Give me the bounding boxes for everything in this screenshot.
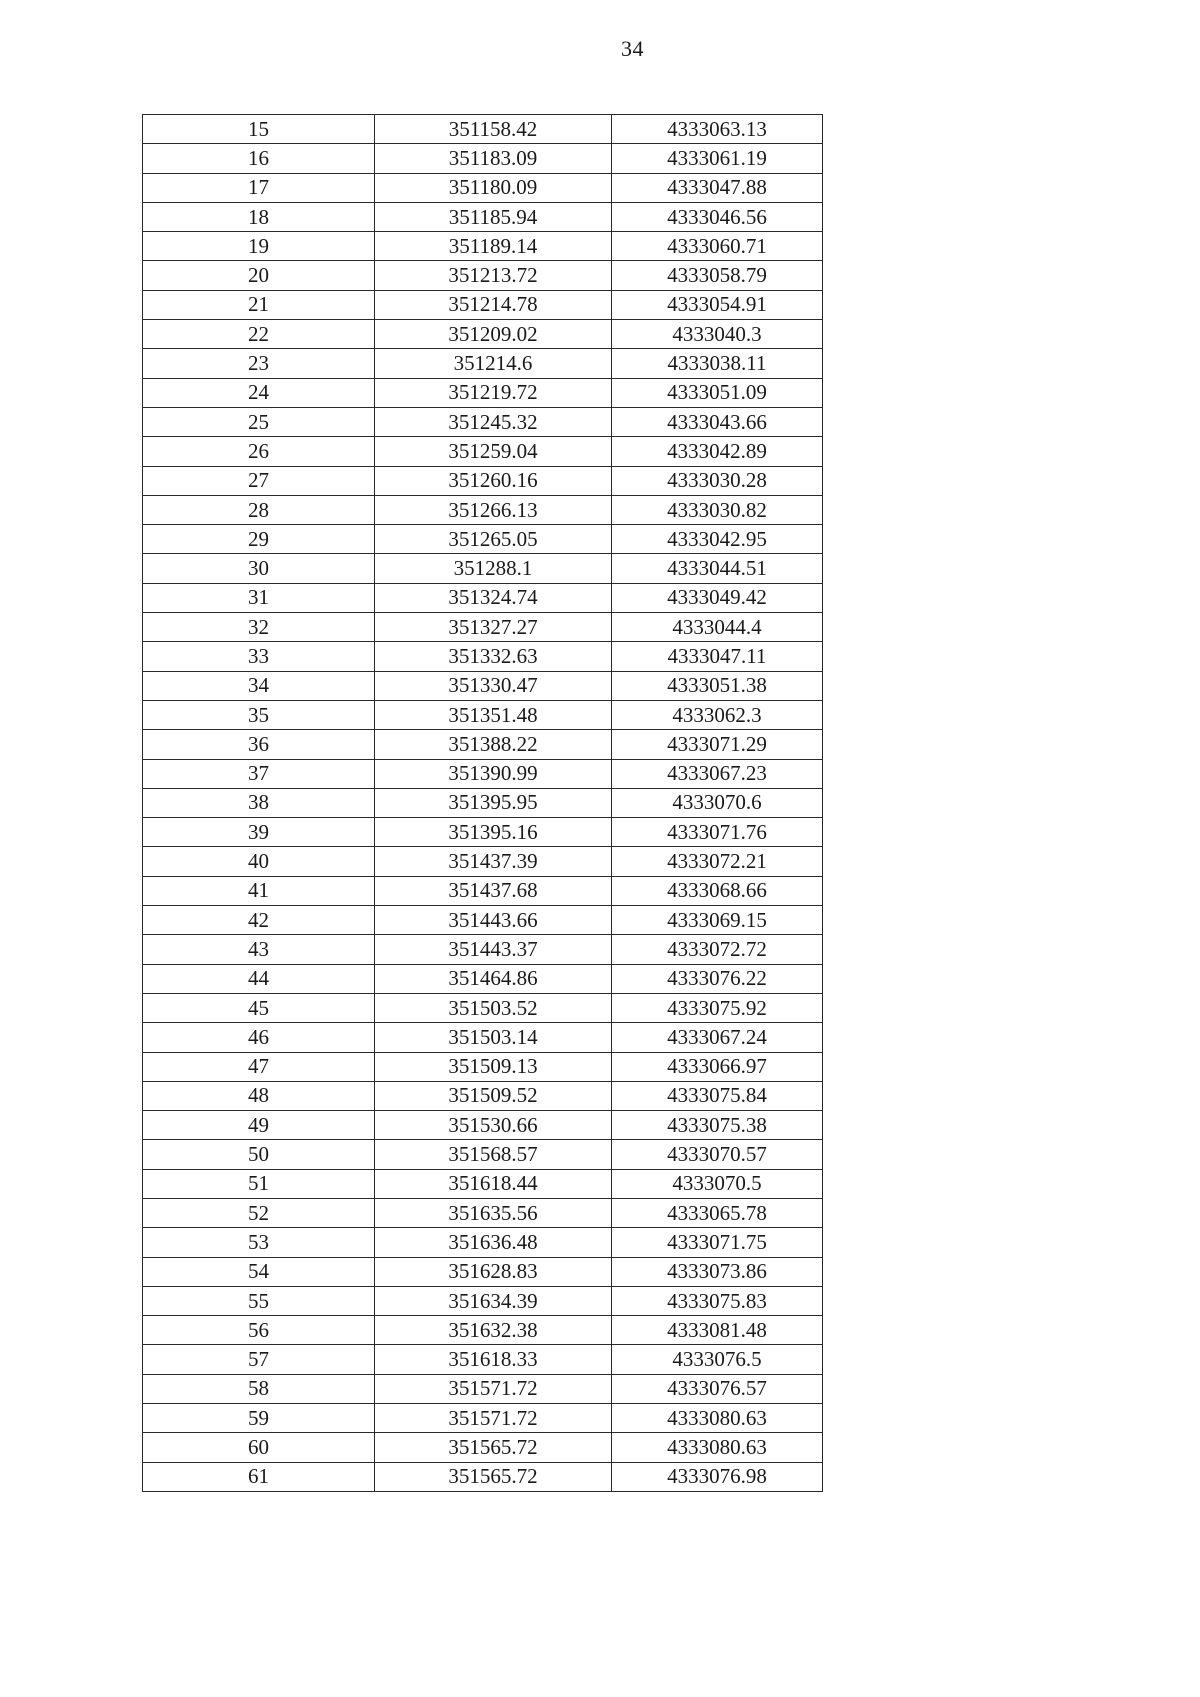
y-coordinate-cell: 4333063.13 — [612, 115, 823, 144]
coordinates-table — [142, 114, 823, 1492]
point-number-cell: 24 — [143, 378, 375, 407]
table-row — [143, 1198, 823, 1227]
point-number-cell: 27 — [143, 466, 375, 495]
point-number-cell: 20 — [143, 261, 375, 290]
point-number-cell: 21 — [143, 290, 375, 319]
y-coordinate-cell: 4333038.11 — [612, 349, 823, 378]
table-row — [143, 788, 823, 817]
y-coordinate-cell: 4333073.86 — [612, 1257, 823, 1286]
point-number-cell: 15 — [143, 115, 375, 144]
x-coordinate-cell: 351437.39 — [375, 847, 612, 876]
point-number-cell: 59 — [143, 1404, 375, 1433]
point-number-cell: 32 — [143, 613, 375, 642]
y-coordinate-cell: 4333051.09 — [612, 378, 823, 407]
table-row — [143, 1052, 823, 1081]
table-row — [143, 1257, 823, 1286]
table-row — [143, 554, 823, 583]
y-coordinate-cell: 4333068.66 — [612, 876, 823, 905]
point-number-cell: 30 — [143, 554, 375, 583]
y-coordinate-cell: 4333075.84 — [612, 1081, 823, 1110]
y-coordinate-cell: 4333046.56 — [612, 202, 823, 231]
point-number-cell: 48 — [143, 1081, 375, 1110]
table-row — [143, 906, 823, 935]
x-coordinate-cell: 351530.66 — [375, 1111, 612, 1140]
table-row — [143, 261, 823, 290]
x-coordinate-cell: 351628.83 — [375, 1257, 612, 1286]
y-coordinate-cell: 4333060.71 — [612, 232, 823, 261]
table-row — [143, 1228, 823, 1257]
coordinates-table-body — [143, 115, 823, 1492]
point-number-cell: 41 — [143, 876, 375, 905]
y-coordinate-cell: 4333070.6 — [612, 788, 823, 817]
x-coordinate-cell: 351327.27 — [375, 613, 612, 642]
x-coordinate-cell: 351503.52 — [375, 993, 612, 1022]
table-row — [143, 1081, 823, 1110]
table-row — [143, 1111, 823, 1140]
point-number-cell: 60 — [143, 1433, 375, 1462]
point-number-cell: 42 — [143, 906, 375, 935]
point-number-cell: 31 — [143, 583, 375, 612]
point-number-cell: 19 — [143, 232, 375, 261]
x-coordinate-cell: 351388.22 — [375, 730, 612, 759]
x-coordinate-cell: 351443.37 — [375, 935, 612, 964]
table-row — [143, 1404, 823, 1433]
point-number-cell: 47 — [143, 1052, 375, 1081]
table-row — [143, 320, 823, 349]
point-number-cell: 49 — [143, 1111, 375, 1140]
y-coordinate-cell: 4333071.29 — [612, 730, 823, 759]
x-coordinate-cell: 351437.68 — [375, 876, 612, 905]
x-coordinate-cell: 351464.86 — [375, 964, 612, 993]
table-row — [143, 407, 823, 436]
y-coordinate-cell: 4333030.82 — [612, 495, 823, 524]
x-coordinate-cell: 351189.14 — [375, 232, 612, 261]
x-coordinate-cell: 351219.72 — [375, 378, 612, 407]
point-number-cell: 25 — [143, 407, 375, 436]
x-coordinate-cell: 351288.1 — [375, 554, 612, 583]
x-coordinate-cell: 351568.57 — [375, 1140, 612, 1169]
table-row — [143, 876, 823, 905]
y-coordinate-cell: 4333030.28 — [612, 466, 823, 495]
y-coordinate-cell: 4333076.98 — [612, 1462, 823, 1491]
y-coordinate-cell: 4333081.48 — [612, 1316, 823, 1345]
point-number-cell: 34 — [143, 671, 375, 700]
y-coordinate-cell: 4333044.51 — [612, 554, 823, 583]
x-coordinate-cell: 351509.13 — [375, 1052, 612, 1081]
x-coordinate-cell: 351618.44 — [375, 1169, 612, 1198]
x-coordinate-cell: 351180.09 — [375, 173, 612, 202]
y-coordinate-cell: 4333067.24 — [612, 1023, 823, 1052]
x-coordinate-cell: 351266.13 — [375, 495, 612, 524]
table-row — [143, 993, 823, 1022]
y-coordinate-cell: 4333072.72 — [612, 935, 823, 964]
y-coordinate-cell: 4333042.95 — [612, 525, 823, 554]
y-coordinate-cell: 4333071.75 — [612, 1228, 823, 1257]
y-coordinate-cell: 4333049.42 — [612, 583, 823, 612]
table-row — [143, 290, 823, 319]
point-number-cell: 22 — [143, 320, 375, 349]
y-coordinate-cell: 4333040.3 — [612, 320, 823, 349]
x-coordinate-cell: 351265.05 — [375, 525, 612, 554]
table-row — [143, 173, 823, 202]
y-coordinate-cell: 4333058.79 — [612, 261, 823, 290]
table-row — [143, 700, 823, 729]
point-number-cell: 52 — [143, 1198, 375, 1227]
table-row — [143, 583, 823, 612]
y-coordinate-cell: 4333076.57 — [612, 1374, 823, 1403]
point-number-cell: 46 — [143, 1023, 375, 1052]
x-coordinate-cell: 351635.56 — [375, 1198, 612, 1227]
point-number-cell: 58 — [143, 1374, 375, 1403]
point-number-cell: 56 — [143, 1316, 375, 1345]
y-coordinate-cell: 4333042.89 — [612, 437, 823, 466]
x-coordinate-cell: 351214.78 — [375, 290, 612, 319]
table-row — [143, 818, 823, 847]
x-coordinate-cell: 351636.48 — [375, 1228, 612, 1257]
x-coordinate-cell: 351509.52 — [375, 1081, 612, 1110]
table-row — [143, 1169, 823, 1198]
table-row — [143, 495, 823, 524]
x-coordinate-cell: 351395.16 — [375, 818, 612, 847]
x-coordinate-cell: 351571.72 — [375, 1374, 612, 1403]
y-coordinate-cell: 4333066.97 — [612, 1052, 823, 1081]
x-coordinate-cell: 351634.39 — [375, 1286, 612, 1315]
y-coordinate-cell: 4333043.66 — [612, 407, 823, 436]
x-coordinate-cell: 351565.72 — [375, 1433, 612, 1462]
point-number-cell: 61 — [143, 1462, 375, 1491]
table-row — [143, 1140, 823, 1169]
table-row — [143, 1345, 823, 1374]
table-row — [143, 730, 823, 759]
table-row — [143, 1286, 823, 1315]
y-coordinate-cell: 4333062.3 — [612, 700, 823, 729]
y-coordinate-cell: 4333072.21 — [612, 847, 823, 876]
x-coordinate-cell: 351565.72 — [375, 1462, 612, 1491]
point-number-cell: 18 — [143, 202, 375, 231]
x-coordinate-cell: 351209.02 — [375, 320, 612, 349]
x-coordinate-cell: 351259.04 — [375, 437, 612, 466]
y-coordinate-cell: 4333075.92 — [612, 993, 823, 1022]
table-row — [143, 144, 823, 173]
point-number-cell: 29 — [143, 525, 375, 554]
table-row — [143, 466, 823, 495]
x-coordinate-cell: 351351.48 — [375, 700, 612, 729]
table-row — [143, 1433, 823, 1462]
y-coordinate-cell: 4333047.11 — [612, 642, 823, 671]
table-row — [143, 847, 823, 876]
point-number-cell: 57 — [143, 1345, 375, 1374]
table-row — [143, 1023, 823, 1052]
x-coordinate-cell: 351260.16 — [375, 466, 612, 495]
x-coordinate-cell: 351332.63 — [375, 642, 612, 671]
table-row — [143, 964, 823, 993]
point-number-cell: 44 — [143, 964, 375, 993]
x-coordinate-cell: 351158.42 — [375, 115, 612, 144]
y-coordinate-cell: 4333070.5 — [612, 1169, 823, 1198]
point-number-cell: 50 — [143, 1140, 375, 1169]
x-coordinate-cell: 351183.09 — [375, 144, 612, 173]
point-number-cell: 51 — [143, 1169, 375, 1198]
y-coordinate-cell: 4333044.4 — [612, 613, 823, 642]
point-number-cell: 37 — [143, 759, 375, 788]
point-number-cell: 23 — [143, 349, 375, 378]
point-number-cell: 55 — [143, 1286, 375, 1315]
point-number-cell: 43 — [143, 935, 375, 964]
point-number-cell: 38 — [143, 788, 375, 817]
point-number-cell: 36 — [143, 730, 375, 759]
point-number-cell: 45 — [143, 993, 375, 1022]
x-coordinate-cell: 351390.99 — [375, 759, 612, 788]
table-row — [143, 437, 823, 466]
y-coordinate-cell: 4333047.88 — [612, 173, 823, 202]
table-row — [143, 378, 823, 407]
y-coordinate-cell: 4333076.22 — [612, 964, 823, 993]
y-coordinate-cell: 4333061.19 — [612, 144, 823, 173]
y-coordinate-cell: 4333051.38 — [612, 671, 823, 700]
x-coordinate-cell: 351213.72 — [375, 261, 612, 290]
page-number: 34 — [621, 36, 644, 61]
x-coordinate-cell: 351214.6 — [375, 349, 612, 378]
point-number-cell: 16 — [143, 144, 375, 173]
y-coordinate-cell: 4333070.57 — [612, 1140, 823, 1169]
x-coordinate-cell: 351632.38 — [375, 1316, 612, 1345]
table-row — [143, 759, 823, 788]
x-coordinate-cell: 351395.95 — [375, 788, 612, 817]
point-number-cell: 28 — [143, 495, 375, 524]
y-coordinate-cell: 4333075.38 — [612, 1111, 823, 1140]
x-coordinate-cell: 351245.32 — [375, 407, 612, 436]
y-coordinate-cell: 4333067.23 — [612, 759, 823, 788]
table-row — [143, 642, 823, 671]
point-number-cell: 53 — [143, 1228, 375, 1257]
table-row — [143, 202, 823, 231]
point-number-cell: 40 — [143, 847, 375, 876]
y-coordinate-cell: 4333075.83 — [612, 1286, 823, 1315]
point-number-cell: 17 — [143, 173, 375, 202]
y-coordinate-cell: 4333080.63 — [612, 1404, 823, 1433]
point-number-cell: 26 — [143, 437, 375, 466]
x-coordinate-cell: 351443.66 — [375, 906, 612, 935]
table-row — [143, 1462, 823, 1491]
table-row — [143, 1316, 823, 1345]
point-number-cell: 35 — [143, 700, 375, 729]
x-coordinate-cell: 351618.33 — [375, 1345, 612, 1374]
table-row — [143, 525, 823, 554]
x-coordinate-cell: 351330.47 — [375, 671, 612, 700]
y-coordinate-cell: 4333071.76 — [612, 818, 823, 847]
point-number-cell: 33 — [143, 642, 375, 671]
table-row — [143, 613, 823, 642]
table-row — [143, 115, 823, 144]
y-coordinate-cell: 4333069.15 — [612, 906, 823, 935]
y-coordinate-cell: 4333065.78 — [612, 1198, 823, 1227]
table-row — [143, 935, 823, 964]
table-row — [143, 232, 823, 261]
y-coordinate-cell: 4333076.5 — [612, 1345, 823, 1374]
table-row — [143, 1374, 823, 1403]
table-row — [143, 671, 823, 700]
x-coordinate-cell: 351571.72 — [375, 1404, 612, 1433]
point-number-cell: 54 — [143, 1257, 375, 1286]
y-coordinate-cell: 4333080.63 — [612, 1433, 823, 1462]
table-row — [143, 349, 823, 378]
x-coordinate-cell: 351185.94 — [375, 202, 612, 231]
y-coordinate-cell: 4333054.91 — [612, 290, 823, 319]
point-number-cell: 39 — [143, 818, 375, 847]
x-coordinate-cell: 351324.74 — [375, 583, 612, 612]
x-coordinate-cell: 351503.14 — [375, 1023, 612, 1052]
